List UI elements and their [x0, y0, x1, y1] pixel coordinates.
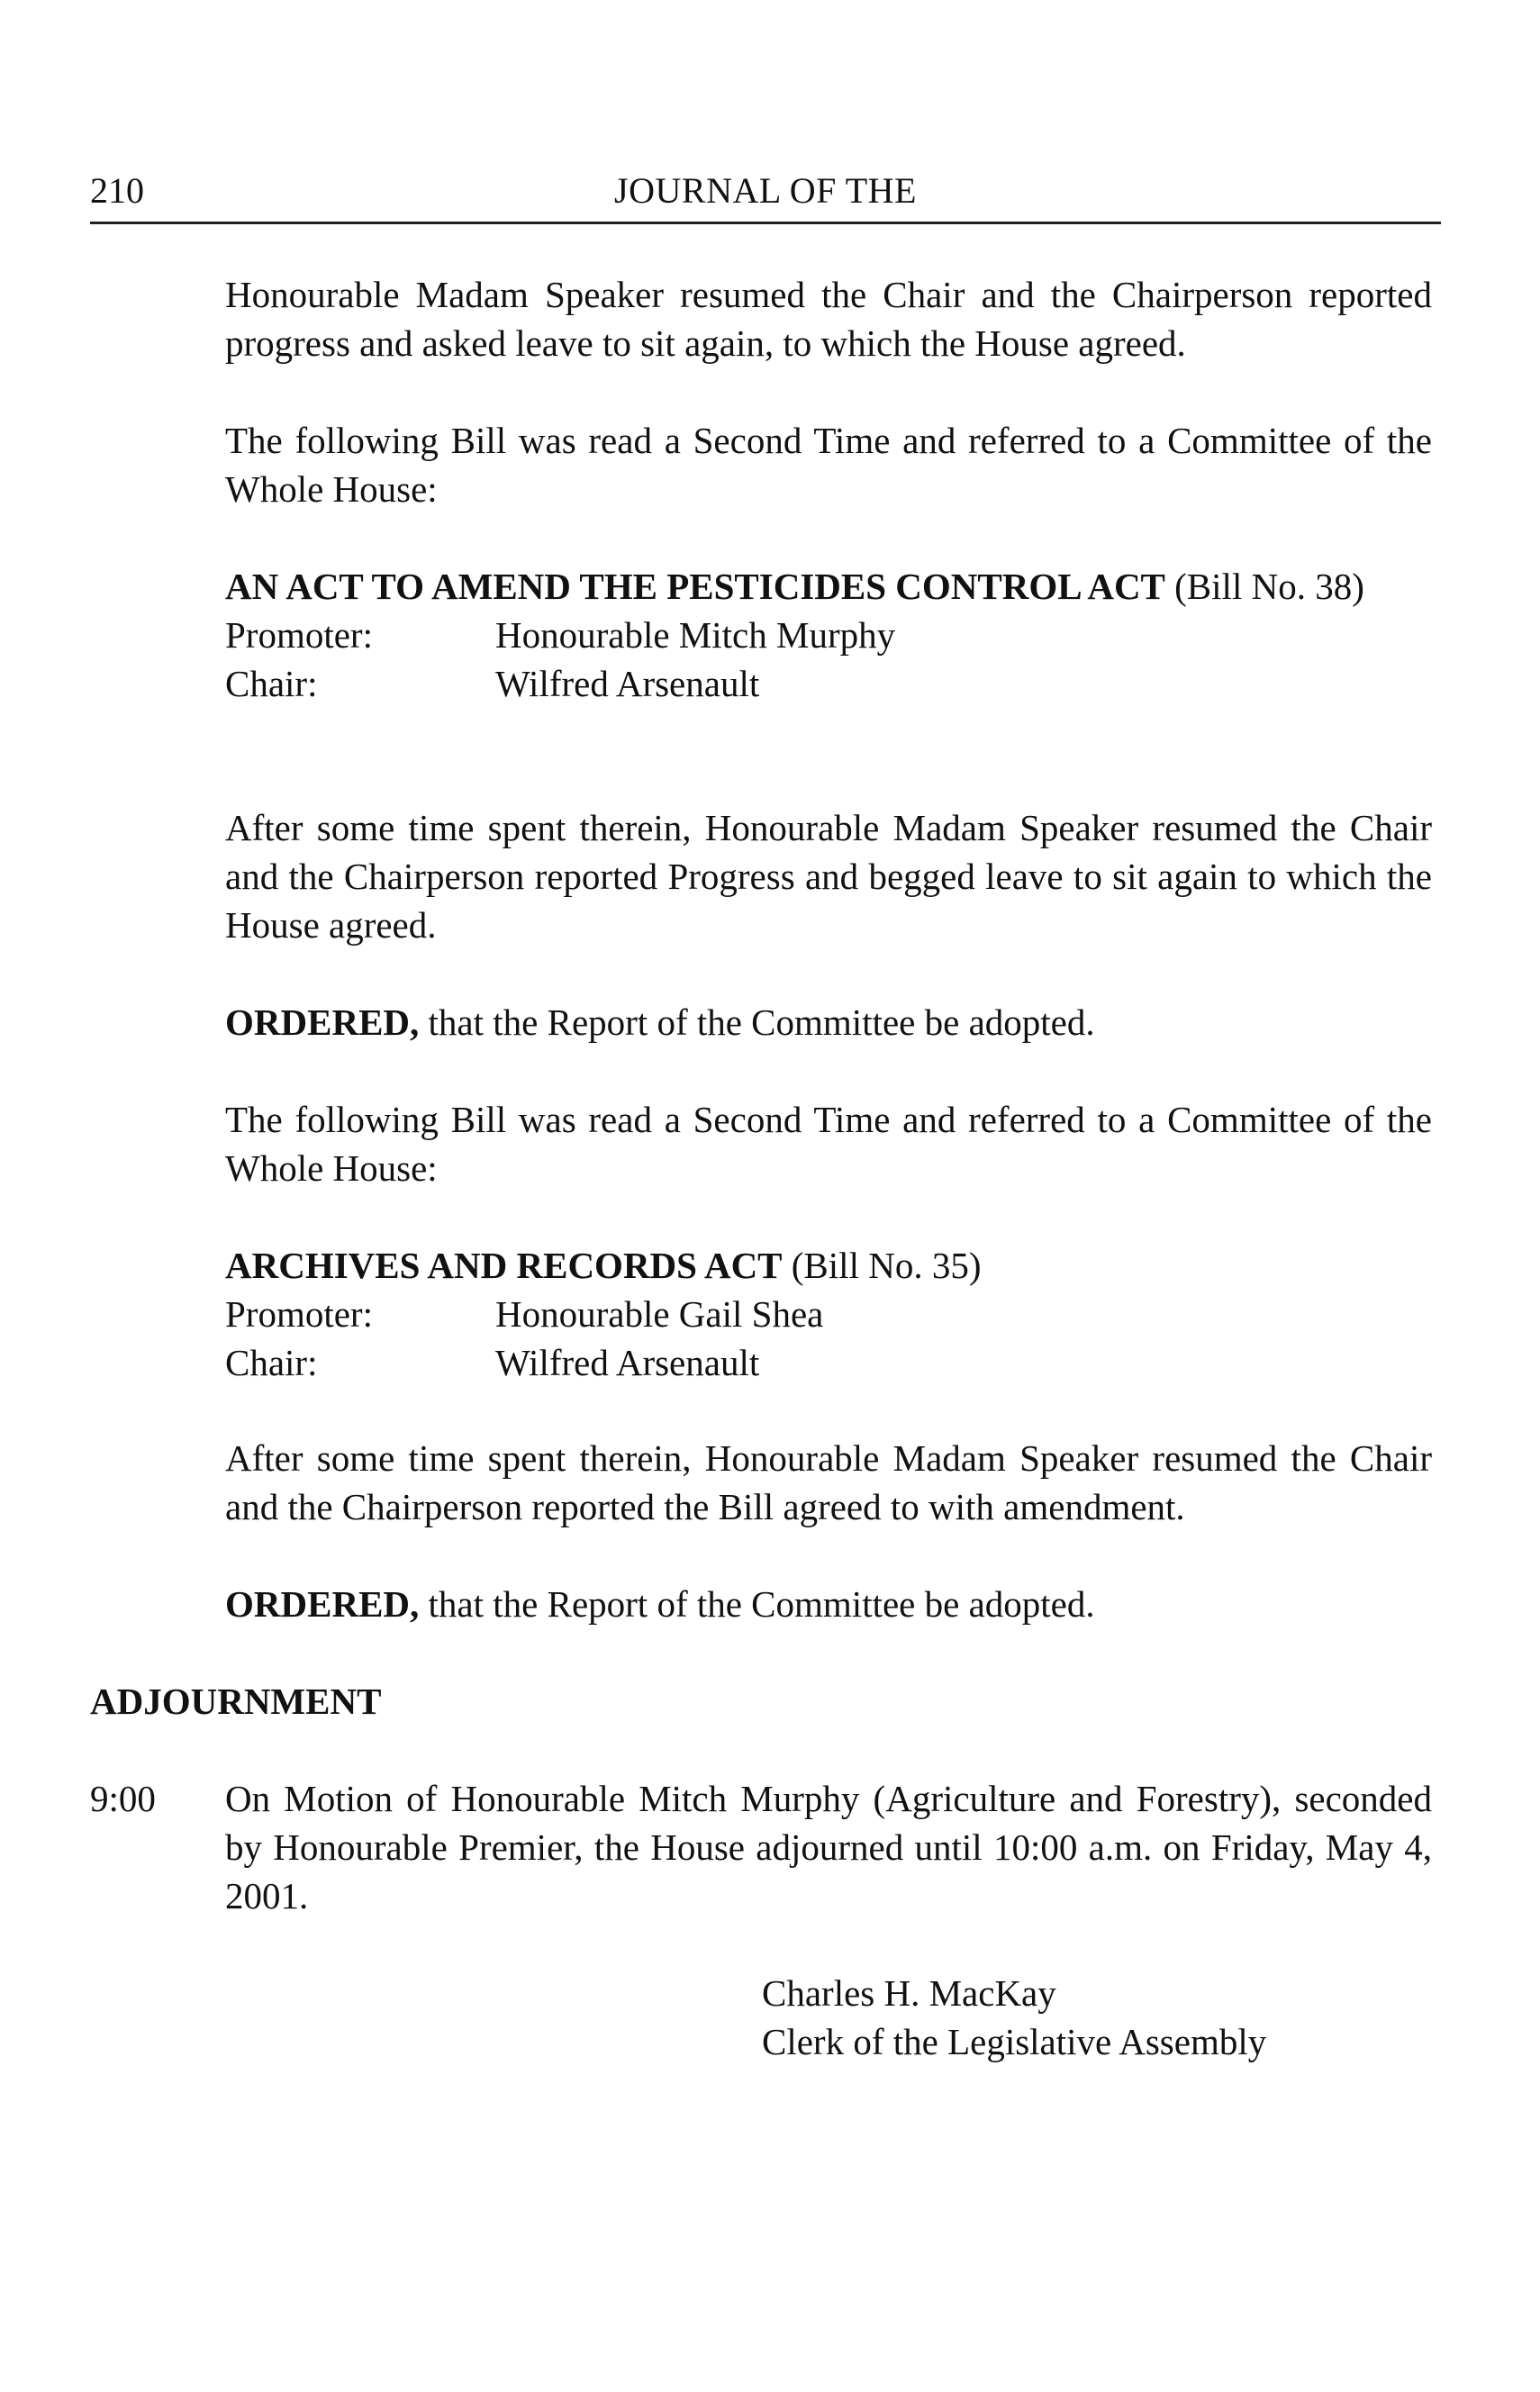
bill-title: AN ACT TO AMEND THE PESTICIDES CONTROL ACT — [225, 566, 1165, 607]
signature-title: Clerk of the Legislative Assembly — [762, 2021, 1267, 2062]
paragraph-bill-agreed: After some time spent therein, Honourable Madam Speaker resumed the Chair and the Chairperson reported the Bill agreed to with amendment. — [225, 1437, 1432, 1527]
bill-entry-archives — [225, 1241, 1432, 1387]
bill-promoter-row — [225, 611, 1432, 659]
ordered-label: ORDERED, — [225, 1583, 420, 1625]
ordered-text: that the Report of the Committee be adopted. — [419, 1001, 1095, 1043]
chair-name: Wilfred Arsenault — [495, 663, 760, 704]
running-title: JOURNAL OF THE — [614, 170, 917, 211]
bill-entry-pesticides — [225, 562, 1432, 708]
chair-name: Wilfred Arsenault — [495, 1342, 760, 1383]
signature-name: Charles H. MacKay — [762, 1972, 1056, 2014]
ordered-label: ORDERED, — [225, 1001, 420, 1043]
bill-number: (Bill No. 38) — [1164, 566, 1364, 607]
paragraph-progress-reported: After some time spent therein, Honourable Madam Speaker resumed the Chair and the Chairperson reported Progress and begged leave to sit again to which the House agreed. — [225, 807, 1432, 946]
promoter-name: Honourable Mitch Murphy — [495, 614, 896, 656]
bill-title: ARCHIVES AND RECORDS ACT — [225, 1245, 783, 1286]
adjournment-motion: On Motion of Honourable Mitch Murphy (Agriculture and Forestry), seconded by Honourable Premier, the House adjourned until 10:00 a.m. on Friday, May 4, 2001. — [225, 1778, 1432, 1916]
bill-chair-row — [225, 659, 1432, 708]
paragraph-bill-second-reading-1: The following Bill was read a Second Time and referred to a Committee of the Whole House: — [225, 420, 1432, 510]
promoter-name: Honourable Gail Shea — [495, 1293, 824, 1335]
chair-label: Chair: — [225, 1342, 318, 1383]
promoter-label: Promoter: — [225, 1293, 373, 1335]
bill-promoter-row — [225, 1290, 1432, 1338]
bill-heading — [225, 1241, 1432, 1290]
paragraph-speaker-resumed: Honourable Madam Speaker resumed the Chair and the Chairperson reported progress and asked leave to sit again, to which the House agreed. — [225, 274, 1432, 364]
ordered-statement-2 — [225, 1580, 1432, 1628]
adjournment-time: 9:00 — [90, 1778, 156, 1819]
bill-chair-row — [225, 1338, 1432, 1387]
page-number: 210 — [90, 170, 144, 211]
adjournment-heading: ADJOURNMENT — [90, 1681, 382, 1722]
bill-number: (Bill No. 35) — [782, 1245, 982, 1286]
signature-block — [762, 1969, 1266, 2066]
page-header — [90, 169, 1441, 224]
bill-heading — [225, 562, 1432, 611]
ordered-statement-1 — [225, 998, 1432, 1046]
ordered-text: that the Report of the Committee be adopted. — [419, 1583, 1095, 1625]
promoter-label: Promoter: — [225, 614, 373, 656]
paragraph-bill-second-reading-2: The following Bill was read a Second Time and referred to a Committee of the Whole House: — [225, 1099, 1432, 1189]
chair-label: Chair: — [225, 663, 318, 704]
